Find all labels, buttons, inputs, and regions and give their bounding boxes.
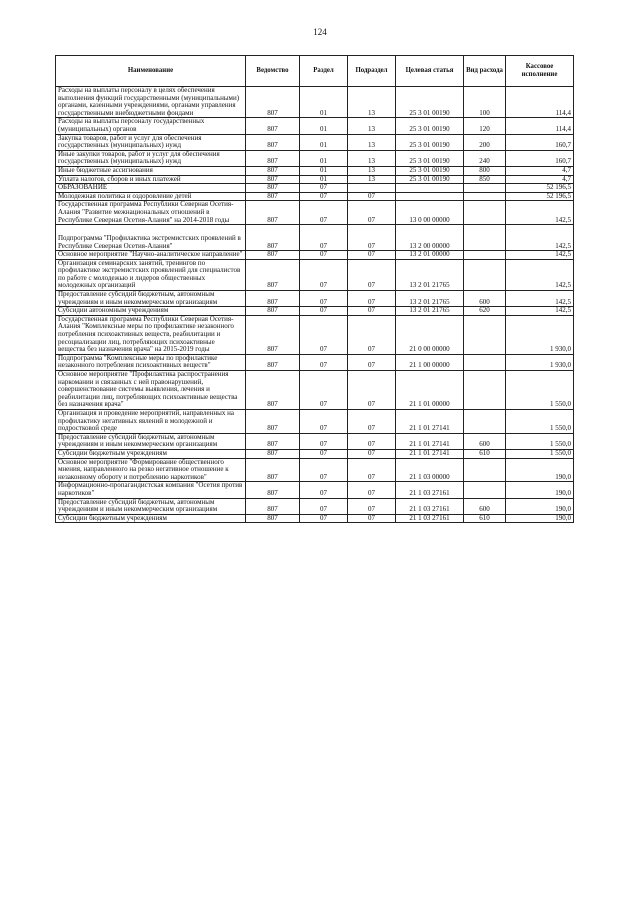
table-row xyxy=(56,409,574,433)
row-subsection-cell: 07 xyxy=(348,291,396,307)
row-target-article-cell: 21 0 00 00000 xyxy=(396,315,464,354)
row-target-article-cell: 25 3 01 00190 xyxy=(396,118,464,134)
row-department-cell: 807 xyxy=(246,498,300,514)
row-target-article-cell: 13 2 01 21765 xyxy=(396,259,464,290)
row-expense-type-cell: 610 xyxy=(464,449,506,458)
row-department-cell: 807 xyxy=(246,201,300,225)
table-row xyxy=(56,458,574,482)
row-department-cell: 807 xyxy=(246,307,300,316)
row-target-article-cell: 25 3 01 00190 xyxy=(396,87,464,118)
row-subsection-cell: 07 xyxy=(348,192,396,201)
row-target-article-cell: 21 1 01 27141 xyxy=(396,409,464,433)
row-name-cell: Организация и проведение мероприятий, направленных на профилактику негативных явлений в молодежной и подростковой среде xyxy=(56,409,246,433)
row-section-cell: 07 xyxy=(300,251,348,260)
row-section-cell: 07 xyxy=(300,458,348,482)
row-department-cell: 807 xyxy=(246,449,300,458)
row-name-cell: Предоставление субсидий бюджетным, автономным учреждениям и иным некоммерческим организациям xyxy=(56,498,246,514)
row-department-cell: 807 xyxy=(246,150,300,166)
row-subsection-cell: 07 xyxy=(348,514,396,523)
row-target-article-cell: 21 1 03 27161 xyxy=(396,514,464,523)
row-section-cell: 01 xyxy=(300,175,348,184)
row-expense-type-cell: 200 xyxy=(464,134,506,150)
row-department-cell: 807 xyxy=(246,192,300,201)
row-section-cell: 07 xyxy=(300,315,348,354)
row-expense-type-cell xyxy=(464,482,506,498)
column-header-name: Наименование xyxy=(56,56,246,87)
row-target-article-cell: 25 3 01 00190 xyxy=(396,134,464,150)
row-section-cell: 01 xyxy=(300,150,348,166)
row-cash-execution-cell: 114,4 xyxy=(506,87,574,118)
row-cash-execution-cell: 1 930,0 xyxy=(506,315,574,354)
row-name-cell: Расходы на выплаты персоналу в целях обеспечения выполнения функций государственными (муниципальными) органами, казенными учреждениями, органами управления государственными внебюджетными фондами xyxy=(56,87,246,118)
row-department-cell: 807 xyxy=(246,354,300,370)
page-number: 124 xyxy=(313,27,327,37)
row-subsection-cell: 07 xyxy=(348,449,396,458)
row-name-cell: Подпрограмма "Комплексные меры по профилактике незаконного потребления психоактивных веществ" xyxy=(56,354,246,370)
row-name-cell: Государственная программа Республики Северная Осетия-Алания "Комплексные меры по профилактике незаконного потребления психоактивных веществ, реабилитации и ресоциализации лиц, потребляющих психоактивные вещества без назначения врача" на 2015-2019 годы xyxy=(56,315,246,354)
table-header-row xyxy=(56,56,574,87)
row-target-article-cell: 13 2 00 00000 xyxy=(396,225,464,251)
row-expense-type-cell: 600 xyxy=(464,433,506,449)
row-name-cell: Закупка товаров, работ и услуг для обеспечения государственных (муниципальных) нужд xyxy=(56,134,246,150)
row-target-article-cell: 21 1 01 00000 xyxy=(396,371,464,410)
row-cash-execution-cell: 160,7 xyxy=(506,134,574,150)
row-name-cell: Основное мероприятие "Профилактика распространения наркомании и связанных с ней правонарушений, совершенствование системы выявления, лечения и реабилитации лиц, потребляющих психоактивные вещества без назначения врача" xyxy=(56,371,246,410)
row-cash-execution-cell: 160,7 xyxy=(506,150,574,166)
row-cash-execution-cell: 190,0 xyxy=(506,482,574,498)
row-department-cell: 807 xyxy=(246,371,300,410)
row-expense-type-cell xyxy=(464,371,506,410)
row-target-article-cell: 13 2 01 00000 xyxy=(396,251,464,260)
row-department-cell: 807 xyxy=(246,251,300,260)
row-expense-type-cell xyxy=(464,354,506,370)
row-target-article-cell: 13 0 00 00000 xyxy=(396,201,464,225)
row-subsection-cell: 13 xyxy=(348,175,396,184)
table-row xyxy=(56,259,574,290)
row-subsection-cell: 07 xyxy=(348,315,396,354)
row-subsection-cell: 07 xyxy=(348,259,396,290)
column-header-target-article: Целевая статья xyxy=(396,56,464,87)
row-name-cell: Организация семинарских занятий, тренингов по профилактике экстремистских проявлений для специалистов по работе с молодежью и лидеров общественных молодежных организаций xyxy=(56,259,246,290)
row-expense-type-cell: 850 xyxy=(464,175,506,184)
row-name-cell: Иные закупки товаров, работ и услуг для обеспечения государственных (муниципальных) нужд xyxy=(56,150,246,166)
row-expense-type-cell: 120 xyxy=(464,118,506,134)
column-header-subsection: Подраздел xyxy=(348,56,396,87)
row-subsection-cell: 13 xyxy=(348,87,396,118)
row-name-cell: Государственная программа Республики Северная Осетия-Алания "Развитие межнациональных отношений в Республике Северная Осетия-Алания" на 2014-2018 годы xyxy=(56,201,246,225)
row-target-article-cell xyxy=(396,192,464,201)
row-name-cell: Молодежная политика и оздоровление детей xyxy=(56,192,246,201)
row-cash-execution-cell: 190,0 xyxy=(506,458,574,482)
row-expense-type-cell xyxy=(464,251,506,260)
row-name-cell: Субсидии бюджетным учреждениям xyxy=(56,514,246,523)
table-row xyxy=(56,291,574,307)
row-department-cell: 807 xyxy=(246,291,300,307)
row-expense-type-cell: 100 xyxy=(464,87,506,118)
row-subsection-cell: 07 xyxy=(348,482,396,498)
row-cash-execution-cell: 1 550,0 xyxy=(506,433,574,449)
table-row xyxy=(56,166,574,175)
row-name-cell: Субсидии бюджетным учреждениям xyxy=(56,449,246,458)
row-expense-type-cell xyxy=(464,184,506,193)
table-row xyxy=(56,482,574,498)
row-cash-execution-cell: 142,5 xyxy=(506,307,574,316)
row-section-cell: 07 xyxy=(300,307,348,316)
row-subsection-cell: 07 xyxy=(348,201,396,225)
row-expense-type-cell: 240 xyxy=(464,150,506,166)
row-name-cell: Предоставление субсидий бюджетным, автономным учреждениям и иным некоммерческим организациям xyxy=(56,433,246,449)
row-expense-type-cell xyxy=(464,201,506,225)
row-subsection-cell: 07 xyxy=(348,458,396,482)
row-cash-execution-cell: 190,0 xyxy=(506,514,574,523)
row-expense-type-cell xyxy=(464,409,506,433)
table-row xyxy=(56,225,574,251)
row-expense-type-cell xyxy=(464,458,506,482)
row-subsection-cell: 07 xyxy=(348,371,396,410)
column-header-cash-execution: Кассовое исполнение xyxy=(506,56,574,87)
row-target-article-cell: 21 1 00 00000 xyxy=(396,354,464,370)
row-department-cell: 807 xyxy=(246,225,300,251)
row-name-cell: Информационно-пропагандистская компания "Осетия против наркотиков" xyxy=(56,482,246,498)
row-cash-execution-cell: 52 196,5 xyxy=(506,184,574,193)
row-target-article-cell: 21 1 03 27161 xyxy=(396,498,464,514)
row-cash-execution-cell: 1 550,0 xyxy=(506,409,574,433)
row-target-article-cell: 21 1 03 00000 xyxy=(396,458,464,482)
row-department-cell: 807 xyxy=(246,259,300,290)
row-target-article-cell: 25 3 01 00190 xyxy=(396,175,464,184)
table-row xyxy=(56,201,574,225)
row-section-cell: 07 xyxy=(300,449,348,458)
row-cash-execution-cell: 114,4 xyxy=(506,118,574,134)
row-subsection-cell: 13 xyxy=(348,166,396,175)
row-expense-type-cell: 610 xyxy=(464,514,506,523)
row-department-cell: 807 xyxy=(246,175,300,184)
row-department-cell: 807 xyxy=(246,409,300,433)
row-section-cell: 07 xyxy=(300,482,348,498)
table-row xyxy=(56,498,574,514)
row-section-cell: 07 xyxy=(300,291,348,307)
row-department-cell: 807 xyxy=(246,87,300,118)
row-expense-type-cell: 800 xyxy=(464,166,506,175)
row-subsection-cell: 07 xyxy=(348,433,396,449)
table-row xyxy=(56,449,574,458)
column-header-department: Ведомство xyxy=(246,56,300,87)
row-section-cell: 07 xyxy=(300,433,348,449)
row-subsection-cell: 07 xyxy=(348,307,396,316)
row-section-cell: 07 xyxy=(300,201,348,225)
row-subsection-cell: 13 xyxy=(348,134,396,150)
row-target-article-cell xyxy=(396,184,464,193)
column-header-section: Раздел xyxy=(300,56,348,87)
row-expense-type-cell xyxy=(464,315,506,354)
row-subsection-cell: 07 xyxy=(348,354,396,370)
table-row xyxy=(56,134,574,150)
row-expense-type-cell xyxy=(464,259,506,290)
row-section-cell: 07 xyxy=(300,498,348,514)
row-cash-execution-cell: 4,7 xyxy=(506,175,574,184)
row-department-cell: 807 xyxy=(246,184,300,193)
row-target-article-cell: 21 1 03 27161 xyxy=(396,482,464,498)
row-name-cell: Расходы на выплаты персоналу государственных (муниципальных) органов xyxy=(56,118,246,134)
row-section-cell: 01 xyxy=(300,166,348,175)
row-section-cell: 01 xyxy=(300,134,348,150)
row-section-cell: 07 xyxy=(300,409,348,433)
row-subsection-cell: 07 xyxy=(348,251,396,260)
table-row xyxy=(56,514,574,523)
row-target-article-cell: 21 1 01 27141 xyxy=(396,433,464,449)
row-name-cell: Субсидии автономным учреждениям xyxy=(56,307,246,316)
row-cash-execution-cell: 142,5 xyxy=(506,201,574,225)
row-cash-execution-cell: 1 550,0 xyxy=(506,449,574,458)
row-expense-type-cell xyxy=(464,225,506,251)
row-section-cell: 07 xyxy=(300,192,348,201)
column-header-expense-type: Вид расхода xyxy=(464,56,506,87)
row-name-cell: Основное мероприятие "Формирование общественного мнения, направленного на резко негативное отношение к незаконному обороту и потреблению наркотиков" xyxy=(56,458,246,482)
row-name-cell: Основное мероприятие "Научно-аналитическое направление" xyxy=(56,251,246,260)
row-target-article-cell: 13 2 01 21765 xyxy=(396,307,464,316)
row-section-cell: 07 xyxy=(300,184,348,193)
row-cash-execution-cell: 142,5 xyxy=(506,259,574,290)
row-cash-execution-cell: 1 550,0 xyxy=(506,371,574,410)
row-target-article-cell: 13 2 01 21765 xyxy=(396,291,464,307)
row-subsection-cell: 07 xyxy=(348,498,396,514)
table-row xyxy=(56,118,574,134)
row-name-cell: ОБРАЗОВАНИЕ xyxy=(56,184,246,193)
row-name-cell: Уплата налогов, сборов и иных платежей xyxy=(56,175,246,184)
row-department-cell: 807 xyxy=(246,514,300,523)
budget-table xyxy=(55,55,574,523)
row-target-article-cell: 25 3 01 00190 xyxy=(396,150,464,166)
row-section-cell: 01 xyxy=(300,118,348,134)
row-name-cell: Иные бюджетные ассигнования xyxy=(56,166,246,175)
row-department-cell: 807 xyxy=(246,315,300,354)
table-row xyxy=(56,371,574,410)
row-subsection-cell: 13 xyxy=(348,118,396,134)
row-department-cell: 807 xyxy=(246,166,300,175)
row-expense-type-cell: 620 xyxy=(464,307,506,316)
row-department-cell: 807 xyxy=(246,134,300,150)
row-department-cell: 807 xyxy=(246,458,300,482)
row-section-cell: 07 xyxy=(300,354,348,370)
table-row xyxy=(56,315,574,354)
row-section-cell: 07 xyxy=(300,371,348,410)
row-target-article-cell: 21 1 01 27141 xyxy=(396,449,464,458)
row-name-cell: Предоставление субсидий бюджетным, автономным учреждениям и иным некоммерческим организациям xyxy=(56,291,246,307)
row-cash-execution-cell: 4,7 xyxy=(506,166,574,175)
row-department-cell: 807 xyxy=(246,433,300,449)
row-cash-execution-cell: 142,5 xyxy=(506,291,574,307)
row-cash-execution-cell: 142,5 xyxy=(506,225,574,251)
row-section-cell: 07 xyxy=(300,514,348,523)
row-expense-type-cell: 600 xyxy=(464,498,506,514)
table-row xyxy=(56,354,574,370)
row-subsection-cell xyxy=(348,184,396,193)
row-expense-type-cell xyxy=(464,192,506,201)
table-row xyxy=(56,150,574,166)
row-cash-execution-cell: 142,5 xyxy=(506,251,574,260)
row-cash-execution-cell: 190,0 xyxy=(506,498,574,514)
row-expense-type-cell: 600 xyxy=(464,291,506,307)
row-subsection-cell: 07 xyxy=(348,409,396,433)
row-section-cell: 07 xyxy=(300,225,348,251)
table-row xyxy=(56,184,574,193)
row-name-cell: Подпрограмма "Профилактика экстремистских проявлений в Республике Северная Осетия-Алания" xyxy=(56,225,246,251)
row-cash-execution-cell: 1 930,0 xyxy=(506,354,574,370)
row-target-article-cell: 25 3 01 00190 xyxy=(396,166,464,175)
row-department-cell: 807 xyxy=(246,118,300,134)
row-section-cell: 01 xyxy=(300,87,348,118)
table-row xyxy=(56,251,574,260)
table-row xyxy=(56,175,574,184)
row-cash-execution-cell: 52 196,5 xyxy=(506,192,574,201)
row-subsection-cell: 07 xyxy=(348,225,396,251)
row-department-cell: 807 xyxy=(246,482,300,498)
table-row xyxy=(56,433,574,449)
table-row xyxy=(56,87,574,118)
row-subsection-cell: 13 xyxy=(348,150,396,166)
row-section-cell: 07 xyxy=(300,259,348,290)
